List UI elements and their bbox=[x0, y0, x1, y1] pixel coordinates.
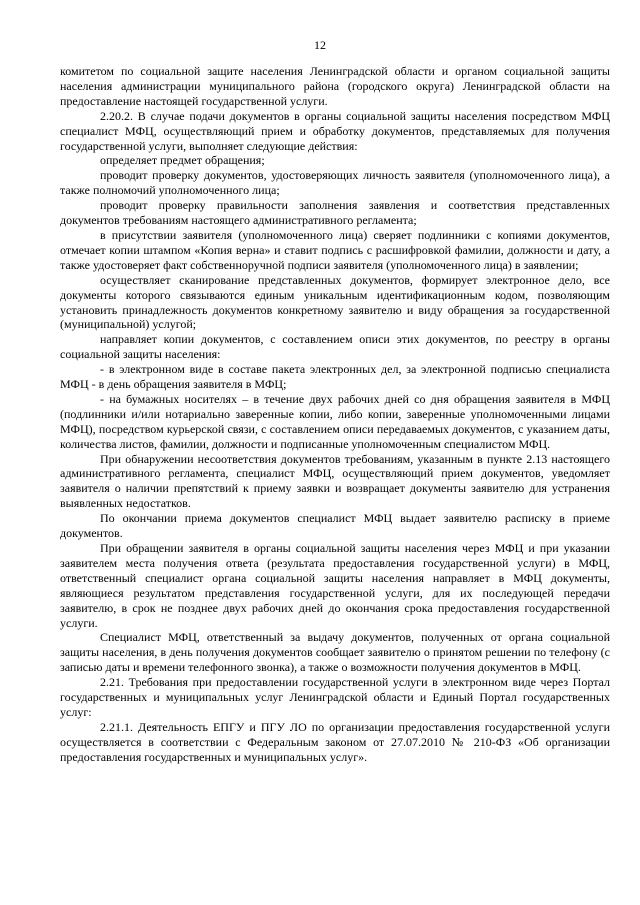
paragraph: - на бумажных носителях – в течение двух рабочих дней со дня обращения заявителя в МФЦ (подлинники и/или нотариально заверенные копии, либо копии, заверенные уполномоченными лицами МФЦ), посредством курьерской связи, с составлением описи передаваемых документов, с указанием даты, количества листов, фамилии, должности и подписанные уполномоченным специалистом МФЦ. bbox=[60, 391, 610, 451]
paragraph: Специалист МФЦ, ответственный за выдачу документов, полученных от органа социальной защиты населения, в день получения документов сообщает заявителю о принятом решении по телефону (с записью даты и времени телефонного звонка), а также о возможности получения документов в МФЦ. bbox=[60, 630, 610, 675]
paragraph: проводит проверку правильности заполнения заявления и соответствия представленных документов требованиям настоящего административного регламента; bbox=[60, 198, 610, 228]
document-body bbox=[60, 64, 610, 765]
paragraph: определяет предмет обращения; bbox=[100, 153, 265, 168]
paragraph: в присутствии заявителя (уполномоченного лица) сверяет подлинники с копиями документов, отмечает копии штампом «Копия верна» и ставит подпись с расшифровкой фамилии, должности и дату, а также удостоверяет факт собственноручной подписи заявителя (уполномоченного лица) в заявлении; bbox=[60, 227, 610, 272]
paragraph: 2.21. Требования при предоставлении государственной услуги в электронном виде через Портал государственных и муниципальных услуг Ленинградской области и Единый Портал государственных услуг: bbox=[60, 675, 610, 719]
paragraph: проводит проверку документов, удостоверяющих личность заявителя (уполномоченного лица), а также полномочий уполномоченного лица; bbox=[60, 168, 610, 198]
paragraph: При обнаружении несоответствия документов требованиям, указанным в пункте 2.13 настоящего административного регламента, специалист МФЦ, осуществляющий прием документов, уведомляет заявителя о наличии препятствий к приему заявки и возвращает документы заявителю для устранения выявленных недостатков. bbox=[60, 451, 610, 511]
paragraph: - в электронном виде в составе пакета электронных дел, за электронной подписью специалиста МФЦ - в день обращения заявителя в МФЦ; bbox=[60, 362, 610, 392]
paragraph: 2.21.1. Деятельность ЕПГУ и ПГУ ЛО по организации предоставления государственной услуги осуществляется в соответствии с Федеральным законом от 27.07.2010 № 210-ФЗ «Об организации предоставления государственных и муниципальных услуг». bbox=[60, 719, 610, 764]
paragraph: комитетом по социальной защите населения Ленинградской области и органом социальной защиты населения администрации муниципального района (городского округа) Ленинградской области на предоставление настоящей государственной услуги. bbox=[60, 64, 610, 108]
paragraph: 2.20.2. В случае подачи документов в органы социальной защиты населения посредством МФЦ специалист МФЦ, осуществляющий прием и обработку документов, представляемых для получения государственной услуги, выполняет следующие действия: bbox=[60, 108, 610, 153]
paragraph: осуществляет сканирование представленных документов, формирует электронное дело, все документы которого связываются единым уникальным идентификационным кодом, позволяющим установить принадлежность документов конкретному заявителю и виду обращения за государственной (муниципальной) услугой; bbox=[60, 272, 610, 332]
paragraph: По окончании приема документов специалист МФЦ выдает заявителю расписку в приеме документов. bbox=[60, 511, 610, 541]
paragraph: При обращении заявителя в органы социальной защиты населения через МФЦ и при указании заявителем места получения ответа (результата предоставления государственной услуги) в МФЦ, ответственный специалист органа социальной защиты населения направляет в МФЦ документы, являющиеся результатом представления государственной услуги, для их последующей передачи заявителю, в срок не позднее двух рабочих дней до окончания срока предоставления государственной услуги. bbox=[60, 541, 610, 630]
paragraph: направляет копии документов, с составлением описи этих документов, по реестру в органы социальной защиты населения: bbox=[60, 332, 610, 362]
page-number: 12 bbox=[314, 38, 326, 52]
